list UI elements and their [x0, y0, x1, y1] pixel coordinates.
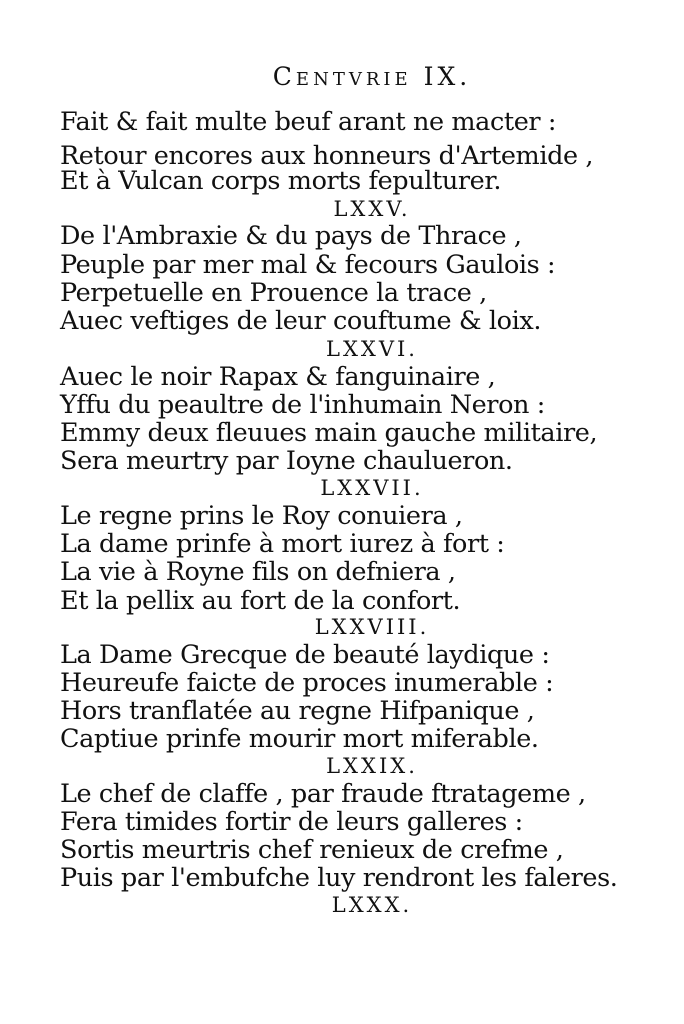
verse-line: Puis par l'embufche luy rendront les faleres. [60, 863, 618, 893]
verse-line: Yffu du peaultre de l'inhumain Neron : [60, 390, 545, 420]
verse-line: Captiue prinfe mourir mort miferable. [60, 724, 539, 754]
verse-line: Fait & fait multe beuf arant ne macter : [60, 107, 557, 137]
verse-line: Heureufe faicte de proces inumerable : [60, 668, 554, 698]
verse-line: Sera meurtry par Ioyne chaulueron. [60, 446, 513, 476]
verse-line: La vie à Royne fils on defniera , [60, 557, 456, 587]
quatrain-number: LXXVI. [326, 337, 418, 361]
verse-line: De l'Ambraxie & du pays de Thrace , [60, 221, 522, 251]
verse-line: Le chef de claffe , par fraude ftratageme , [60, 779, 586, 809]
verse-line: Auec le noir Rapax & fanguinaire , [60, 362, 496, 392]
verse-line: Hors tranflatée au regne Hifpanique , [60, 696, 535, 726]
quatrain-number: LXXVII. [320, 476, 424, 500]
quatrain-number: LXXIX. [326, 754, 418, 778]
verse-line: Sortis meurtris chef renieux de crefme , [60, 835, 564, 865]
verse-line: Et la pellix au fort de la confort. [60, 586, 461, 616]
verse-line: La dame prinfe à mort iurez à fort : [60, 529, 505, 559]
verse-line: Et à Vulcan corps morts fepulturer. [60, 166, 502, 196]
verse-line: Emmy deux fleuues main gauche militaire, [60, 418, 598, 448]
running-header [0, 62, 684, 91]
quatrain-number: LXXX. [331, 893, 413, 917]
verse-line: Fera timides fortir de leurs galleres : [60, 807, 523, 837]
quatrain-number: LXXV. [333, 197, 411, 221]
verse-line: Retour encores aux honneurs d'Artemide , [60, 141, 594, 171]
verse-line: Auec veftiges de leur couftume & loix. [60, 306, 542, 336]
running-header-text: Centvrie IX. [272, 62, 472, 91]
verse-line: Le regne prins le Roy conuiera , [60, 501, 463, 531]
verse-line: Perpetuelle en Prouence la trace , [60, 278, 487, 308]
verse-line: La Dame Grecque de beauté laydique : [60, 640, 550, 670]
verse-line: Peuple par mer mal & fecours Gaulois : [60, 250, 556, 280]
quatrain-number: LXXVIII. [314, 615, 430, 639]
